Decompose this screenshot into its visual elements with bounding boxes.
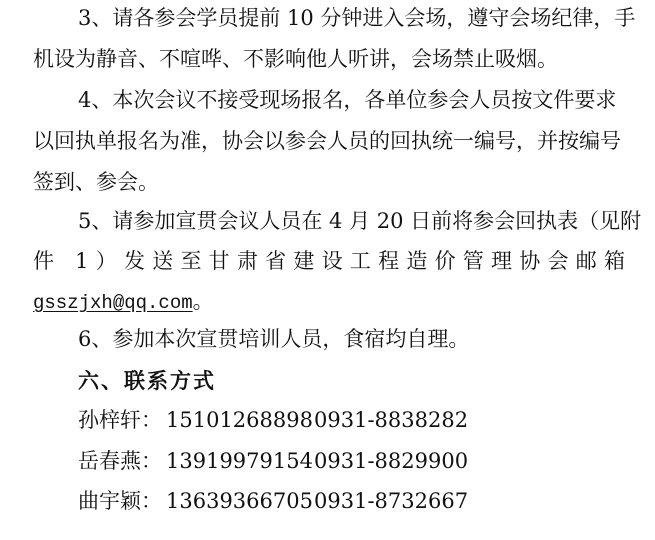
paragraph-4-line-3: 签到、参会。 (33, 170, 159, 194)
contact-phone: 0931-8838282 (314, 408, 469, 432)
contact-phone: 0931-8732667 (314, 489, 469, 513)
paragraph-3-line-1: 3、请各参会学员提前 10 分钟进入会场，遵守会场纪律，手 (78, 6, 636, 30)
contact-mobile: 13919979154 (166, 449, 313, 473)
contact-name: 孙梓轩： (78, 408, 162, 432)
email-address: gsszjxh@qq.com (33, 292, 193, 314)
paragraph-5-line-2: 件 1）发送至甘肃省建设工程造价管理协会邮箱 (33, 249, 625, 273)
contact-name: 岳春燕： (78, 449, 162, 473)
paragraph-4-line-1: 4、本次会议不接受现场报名，各单位参会人员按文件要求 (78, 88, 617, 112)
contact-row-2 (78, 447, 468, 475)
contact-row-3 (78, 487, 468, 515)
section-heading-contact: 六、联系方式 (78, 369, 216, 393)
paragraph-5-line-3 (33, 287, 214, 317)
email-suffix: 。 (192, 289, 214, 313)
paragraph-5-line-1: 5、请参加宣贯会议人员在 4 月 20 日前将参会回执表（见附 (78, 209, 642, 233)
paragraph-3-line-2: 机设为静音、不喧哗、不影响他人听讲，会场禁止吸烟。 (33, 47, 558, 71)
paragraph-6-line-1: 6、参加本次宣贯培训人员，食宿均自理。 (78, 327, 470, 351)
contact-mobile: 13639366705 (166, 489, 313, 513)
contact-phone: 0931-8829900 (314, 449, 469, 473)
contact-mobile: 15101268898 (166, 408, 313, 432)
paragraph-4-line-2: 以回执单报名为准，协会以参会人员的回执统一编号，并按编号 (33, 129, 621, 153)
contact-name: 曲宇颖： (78, 489, 162, 513)
contact-row-1 (78, 406, 468, 434)
